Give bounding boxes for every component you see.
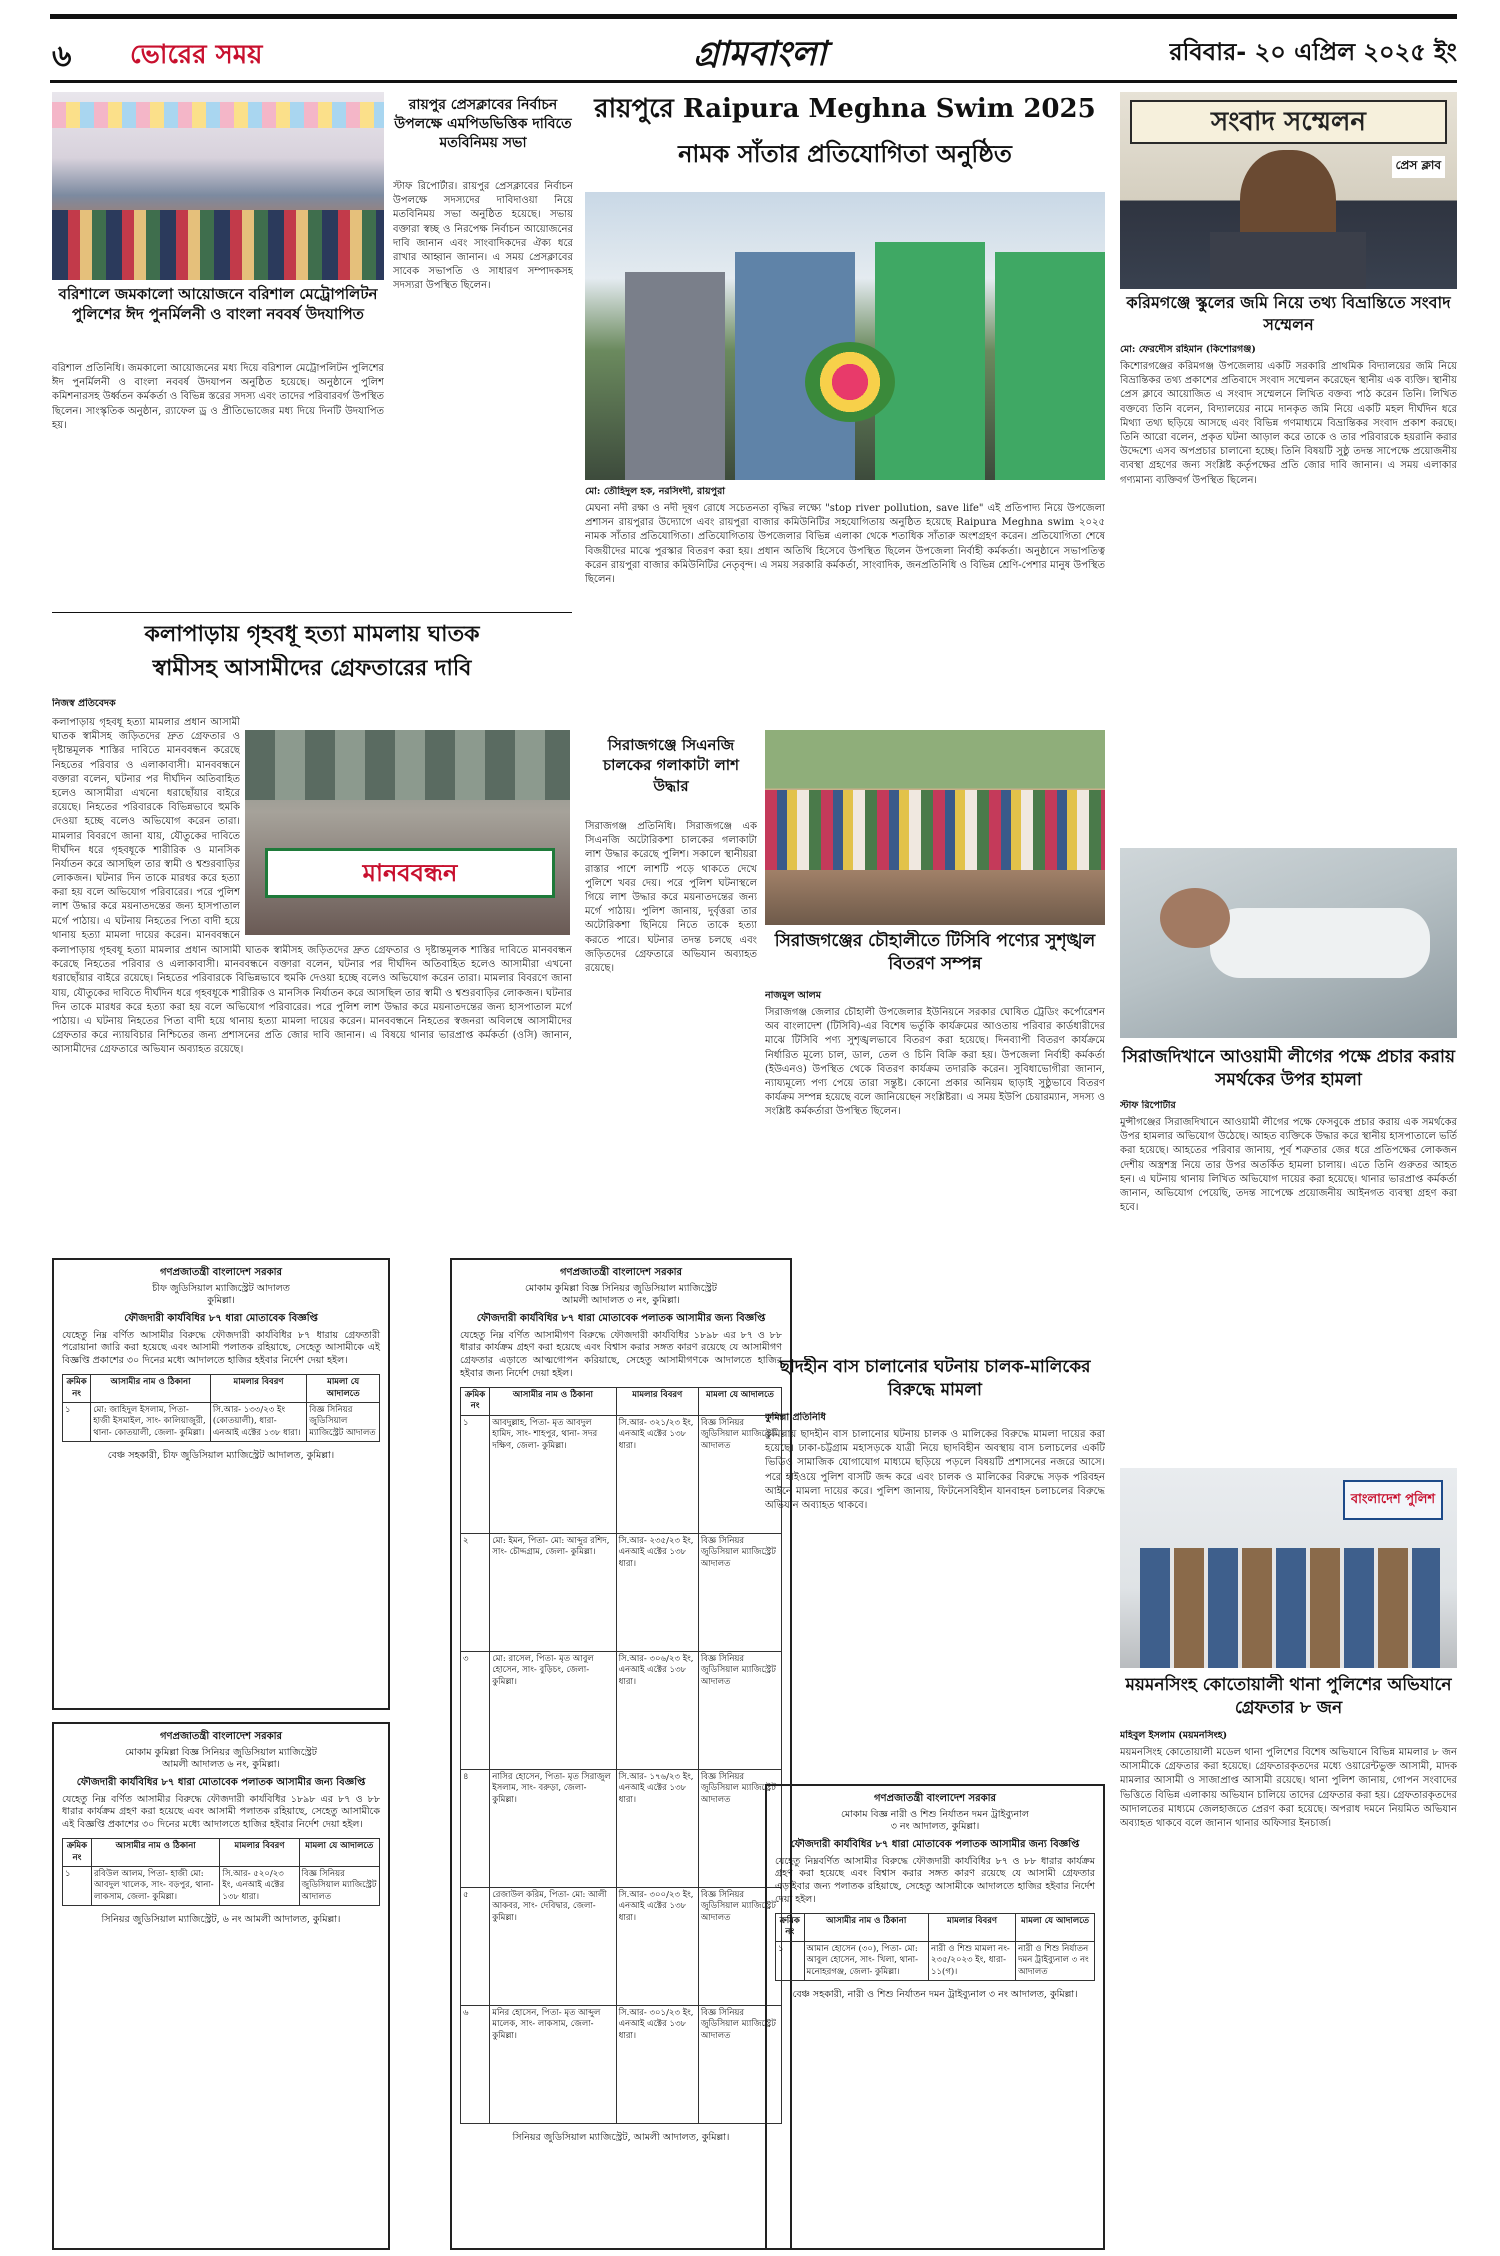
murder-headline-line1: কলাপাড়ায় গৃহবধূ হত্যা মামলায় ঘাতক: [144, 622, 480, 647]
arrest-body: ময়মনসিংহ কোতোয়ালী মডেল থানা পুলিশের বিশেষ অভিযানে বিভিন্ন মামলার ৮ জন আসামীকে গ্রেফতার করা হয়েছে। গ্রেফতারকৃতদের মধ্যে ওয়ারেন্টভুক্ত আসামী, মাদক মামলার আসামী ও সাজাপ্রাপ্ত আসামী রয়েছে। থানা পুলিশ জানায়, গোপন সংবাদের ভিত্তিতে বিভিন্ন এলাকায় অভিযান চালিয়ে তাদের গ্রেফতার করা হয়। গ্রেফতারকৃতদের আদালতের মাধ্যমে জেলহাজতে প্রেরণ করা হয়েছে। অপরাধ দমনে নিয়মিত অভিযান অব্যাহত থাকবে বলে জানান থানার অফিসার ইনচার্জ।: [1120, 1747, 1457, 1829]
notice-3-col-serial: ক্রমিক নং: [63, 1839, 92, 1867]
notice-2-signer: সিনিয়র জুডিসিয়াল ম্যাজিস্ট্রেট, আমলী আদালত, কুমিল্লা।: [512, 2131, 730, 2143]
press-photo-banner: সংবাদ সম্মেলন: [1130, 100, 1447, 144]
notice-1-place: কুমিল্লা।: [207, 1295, 235, 1307]
arrest-headline: ময়মনসিংহ কোতোয়ালী থানা পুলিশের অভিযানে গ্রেফতার ৮ জন: [1125, 1675, 1452, 1718]
notice-3-col-accused: আসামীর নাম ও ঠিকানা: [92, 1839, 220, 1867]
notice-3-signer: সিনিয়র জুডিসিয়াল ম্যাজিস্ট্রেট, ৬ নং আমলী আদালত, কুমিল্লা।: [101, 1914, 341, 1926]
press-headline: করিমগঞ্জে স্কুলের জমি নিয়ে তথ্য বিভ্রান্তিতে সংবাদ সম্মেলন: [1126, 293, 1451, 334]
table-row: ১ আমান হোসেন (৩০), পিতা- মো: আবুল হোসেন, সাং- খিলা, থানা- মনোহরগঞ্জ, জেলা- কুমিল্লা। নারী ও শিশু মামলা নং- ২৩৫/২০২৩ ইং, ধারা- ১১(গ)। নারী ও শিশু নির্যাতন দমন ট্রাইব্যুনাল ৩ নং আদালত: [776, 1941, 1095, 1980]
arrest-photo-sign: বাংলাদেশ পুলিশ: [1343, 1480, 1443, 1520]
bus-body: কুমিল্লায় ছাদহীন বাস চালানোর ঘটনায় চালক ও মালিকের বিরুদ্ধে মামলা দায়ের করা হয়েছে। ঢাকা-চট্টগ্রাম মহাসড়কে যাত্রী নিয়ে ছাদবিহীন অবস্থায় বাস চলাচলের একটি ভিডিও সামাজিক যোগাযোগ মাধ্যমে ছড়িয়ে পড়লে বিষয়টি প্রশাসনের নজরে আসে। পরে হাইওয়ে পুলিশ বাসটি জব্দ করে এবং চালক ও মালিকের বিরুদ্ধে সড়ক পরিবহন আইনে মামলা দায়ের করে। পুলিশ জানায়, ফিটনেসবিহীন যানবাহন চলাচলের বিরুদ্ধে অভিযান অব্যাহত থাকবে।: [765, 1429, 1105, 1511]
notice-3-col-court: মামলা যে আদালতে: [299, 1839, 379, 1867]
murder-body: কলাপাড়ায় গৃহবধূ হত্যা মামলার প্রধান আসামী ঘাতক স্বামীসহ জড়িতদের দ্রুত গ্রেফতার ও দৃষ্টান্তমূলক শাস্তির দাবিতে মানববন্ধন করেছে নিহতের পরিবার ও এলাকাবাসী। মানববন্ধনে বক্তারা বলেন, ঘটনার পর দীর্ঘদিন অতিবাহিত হলেও আসামীরা এখনো ধরাছোঁয়ার বাইরে রয়েছে। নিহতের পরিবারকে বিভিন্নভাবে হুমকি দেওয়া হচ্ছে বলেও অভিযোগ করেন তারা। মামলার বিবরণে জানা যায়, যৌতুকের দাবিতে দীর্ঘদিন ধরে গৃহবধূকে শারীরিক ও মানসিক নির্যাতন করে আসছিল তার স্বামী ও শ্বশুরবাড়ির লোকজন। ঘটনার দিন তাকে মারধর করে হত্যা করা হয় বলে অভিযোগ পরিবারের। পরে পুলিশ লাশ উদ্ধার করে ময়নাতদন্তের জন্য হাসপাতাল মর্গে পাঠায়। এ ঘটনায় নিহতের পিতা বাদী হয়ে থানায় হত্যা মামলা দায়ের করেন। মানববন্ধনে নিহতের স্বজনরা অবিলম্বে আসামীদের গ্রেফতার করে ন্যায়বিচার নিশ্চিতের জন্য প্রশাসনের প্রতি জোর দাবি জানান। এ বিষয়ে থানার ভারপ্রাপ্ত কর্মকর্তা (ওসি) জানান, আসামীদের গ্রেফতারে অভিযান অব্যাহত রয়েছে।: [52, 945, 572, 1056]
notice-2-table: [460, 1387, 782, 2124]
notice-2-text: যেহেতু নিম্ন বর্ণিত আসামীগণ বিরুদ্ধে ফৌজদারী কার্যবিধির ১৮৯৮ এর ৮৭ ও ৮৮ ধারার কার্যক্রম গ্রহণ করা হয়েছে এবং বিশ্বাস করার সঙ্গত কারণ রয়েছে যে আসামীগণ গ্রেফতার এড়াতে আত্মগোপন করিয়াছে, সেহেতু আসামীগণকে আদালতে হাজির হইবার জন্য নির্দেশ দেয়া হইল।: [460, 1329, 782, 1380]
rescue-headline: সিরাজগঞ্জে সিএনজি চালকের গলাকাটা লাশ উদ্ধার: [603, 736, 739, 795]
notice-2-col-accused: আসামীর নাম ও ঠিকানা: [490, 1387, 616, 1415]
table-row: ৩ মো: রাসেল, পিতা- মৃত আবুল হোসেন, সাং- বুড়িচং, জেলা- কুমিল্লা। সি.আর- ৩০৬/২৩ ইং, এনআই এক্টের ১৩৮ ধারা। বিজ্ঞ সিনিয়র জুডিসিয়াল ম্যাজিস্ট্রেট আদালত: [461, 1651, 782, 1769]
arrest-photo: [1120, 1468, 1457, 1668]
section-title: গ্রামবাংলা: [693, 34, 827, 74]
notice-1-table: [62, 1374, 380, 1442]
masthead: [50, 24, 1457, 78]
notice-2-court: মোকাম কুমিল্লা বিজ্ঞ সিনিয়র জুডিসিয়াল ম্যাজিস্ট্রেট: [525, 1282, 717, 1294]
notice-2-republic: গণপ্রজাতন্ত্রী বাংলাদেশ সরকার: [560, 1267, 682, 1278]
notice-1-republic: গণপ্রজাতন্ত্রী বাংলাদেশ সরকার: [160, 1267, 282, 1278]
attack-headline: সিরাজদিখানে আওয়ামী লীগের পক্ষে প্রচার করায় সমর্থকের উপর হামলা: [1122, 1047, 1455, 1090]
notice-3-table: [62, 1838, 380, 1906]
tcb-body: সিরাজগঞ্জ জেলার চৌহালী উপজেলার ইউনিয়নে সরকার ঘোষিত ট্রেডিং কর্পোরেশন অব বাংলাদেশ (টিসিবি)-এর বিশেষ ভর্তুকি কার্যক্রমের আওতায় পরিবার কার্ডধারীদের মাঝে টিসিবি পণ্য সুশৃঙ্খলভাবে বিতরণ করা হয়েছে। দিনব্যাপী বিতরণ কার্যক্রমে নির্ধারিত মূল্যে চাল, ডাল, তেল ও চিনি বিক্রি করা হয়। উপজেলা নির্বাহী কর্মকর্তা (ইউএনও) উপস্থিত থেকে বিতরণ কার্যক্রম তদারকি করেন। সুবিধাভোগীরা জানান, ন্যায্যমূল্যে পণ্য পেয়ে তারা সন্তুষ্ট। কোনো প্রকার অনিয়ম ছাড়াই সুষ্ঠুভাবে বিতরণ কার্যক্রম সম্পন্ন হয়েছে বলে জানিয়েছেন সংশ্লিষ্টরা। এ সময় ইউপি চেয়ারম্যান, সদস্য ও সংশ্লিষ্ট কর্মকর্তারা উপস্থিত ছিলেন।: [765, 1007, 1105, 1118]
murder-headline-line2: স্বামীসহ আসামীদের গ্রেফতারের দাবি: [152, 656, 472, 681]
murder-body-col1: কলাপাড়ায় গৃহবধূ হত্যা মামলার প্রধান আসামী ঘাতক স্বামীসহ জড়িতদের দ্রুত গ্রেফতার ও দৃষ্টান্তমূলক শাস্তির দাবিতে মানববন্ধন করেছে নিহতের পরিবার ও এলাকাবাসী। মানববন্ধনে বক্তারা বলেন, ঘটনার পর দীর্ঘদিন অতিবাহিত হলেও আসামীরা এখনো ধরাছোঁয়ার বাইরে রয়েছে। নিহতের পরিবারকে বিভিন্নভাবে হুমকি দেওয়া হচ্ছে বলেও অভিযোগ করেন তারা। মামলার বিবরণে জানা যায়, যৌতুকের দাবিতে দীর্ঘদিন ধরে গৃহবধূকে শারীরিক ও মানসিক নির্যাতন করে আসছিল তার স্বামী ও শ্বশুরবাড়ির লোকজন। ঘটনার দিন তাকে মারধর করে হত্যা করা হয় বলে অভিযোগ পরিবারের। পরে পুলিশ লাশ উদ্ধার করে ময়নাতদন্তের জন্য হাসপাতাল মর্গে পাঠায়। এ ঘটনায় নিহতের পিতা বাদী হয়ে থানায় হত্যা মামলা দায়ের করেন। মানববন্ধনে: [52, 717, 240, 940]
notice-4-col-serial: ক্রমিক নং: [776, 1913, 805, 1941]
swim-headline-line2: নামক সাঁতার প্রতিযোগিতা অনুষ্ঠিত: [678, 140, 1012, 168]
notice-4-signer: বেঞ্চ সহকারী, নারী ও শিশু নির্যাতন দমন ট্রাইব্যুনাল ৩ নং আদালত, কুমিল্লা।: [792, 1989, 1078, 2001]
press-photo: [1120, 92, 1457, 289]
tcb-byline: নাজমুল আলম: [765, 990, 822, 1001]
notice-3-title: ফৌজদারী কার্যবিধির ৮৭ ধারা মোতাবেক পলাতক আসামীর জন্য বিজ্ঞপ্তি: [76, 1777, 366, 1789]
murder-photo: [245, 730, 570, 935]
tcb-photo: [765, 730, 1105, 925]
swim-body: মেঘনা নদী রক্ষা ও নদী দূষণ রোধে সচেতনতা বৃদ্ধির লক্ষ্যে "stop river pollution, save life" এই প্রতিপাদ্য নিয়ে উপজেলা প্রশাসন রায়পুরার উদ্যোগে এবং রায়পুরা বাজার কমিউনিটির সহযোগিতায় অনুষ্ঠিত হয়েছে Raipura Meghna swim ২০২৫ নামক সাঁতার প্রতিযোগিতা। প্রতিযোগিতায় উপজেলার বিভিন্ন এলাকা থেকে শতাধিক সাঁতারু অংশগ্রহণ করেন। প্রতিযোগিতা শেষে বিজয়ীদের মাঝে পুরস্কার বিতরণ করা হয়। প্রধান অতিথি হিসেবে উপস্থিত ছিলেন উপজেলা নির্বাহী কর্মকর্তা। অনুষ্ঠানে সভাপতিত্ব করেন রায়পুরা বাজার কমিউনিটির নেতৃবৃন্দ। এ সময় সরকারি কর্মকর্তা, সাংবাদিক, জনপ্রতিনিধি ও বিভিন্ন শ্রেণি-পেশার মানুষ উপস্থিত ছিলেন।: [585, 503, 1105, 585]
notice-2-col-court: মামলা যে আদালতে: [698, 1387, 781, 1415]
murder-byline: নিজস্ব প্রতিবেদক: [52, 698, 116, 709]
masthead-rule: [50, 80, 1457, 83]
tcb-headline: সিরাজগঞ্জের চৌহালীতে টিসিবি পণ্যের সুশৃঙ্খল বিতরণ সম্পন্ন: [774, 931, 1096, 974]
press-photo-label: প্রেস ক্লাব: [1392, 156, 1445, 178]
notice-1-text: যেহেতু নিম্ন বর্ণিত আসামীর বিরুদ্ধে ফৌজদারী কার্যবিধির ৮৭ ধারায় গ্রেফতারী পরোয়ানা জারি করা হয়েছে এবং আসামী পলাতক রহিয়াছে, সেহেতু আসামীকে এই বিজ্ঞপ্তি প্রকাশের ৩০ দিনের মধ্যে আদালতে হাজির হইবার নির্দেশ দেয়া হইল।: [62, 1329, 380, 1367]
paper-name-logo: ভোরের সময়: [130, 40, 263, 70]
table-row: ১ মো: জাহিদুল ইসলাম, পিতা- হাজী ইসমাইল, সাং- কালিয়াজুরী, থানা- কোতয়ালী, জেলা- কুমিল্লা। সি.আর- ১৩৩/২৩ ইং (কোতয়ালী), ধারা- এনআই এক্টের ১৩৮ ধারা। বিজ্ঞ সিনিয়র জুডিসিয়াল ম্যাজিস্ট্রেট আদালত: [63, 1403, 380, 1442]
arrest-byline: মহিবুল ইসলাম (ময়মনসিংহ): [1120, 1730, 1228, 1741]
table-row: ১ আবদুল্লাহ, পিতা- মৃত আবদুল হামিদ, সাং- শাহপুর, থানা- সদর দক্ষিণ, জেলা- কুমিল্লা। সি.আর- ৩২১/২৩ ইং, এনআই এক্টের ১৩৮ ধারা। বিজ্ঞ সিনিয়র জুডিসিয়াল ম্যাজিস্ট্রেট আদালত: [461, 1415, 782, 1533]
notice-2-col-case: মামলার বিবরণ: [616, 1387, 698, 1415]
notice-3-court: মোকাম কুমিল্লা বিজ্ঞ সিনিয়র জুডিসিয়াল ম্যাজিস্ট্রেট: [125, 1746, 317, 1758]
notice-4-place: ৩ নং আদালত, কুমিল্লা।: [890, 1821, 980, 1833]
notice-1-col-case: মামলার বিবরণ: [210, 1375, 306, 1403]
court-notice-3: [52, 1722, 390, 2250]
press-body: কিশোরগঞ্জের করিমগঞ্জ উপজেলায় একটি সরকারি প্রাথমিক বিদ্যালয়ের জমি নিয়ে বিভ্রান্তিকর তথ্য প্রকাশের প্রতিবাদে সংবাদ সম্মেলন করেছেন স্থানীয় এক ব্যক্তি। স্থানীয় প্রেস ক্লাবে আয়োজিত এ সংবাদ সম্মেলনে লিখিত বক্তব্য পাঠ করেন তিনি। লিখিত বক্তব্যে তিনি বলেন, বিদ্যালয়ের নামে দানকৃত জমি নিয়ে একটি মহল দীর্ঘদিন ধরে মিথ্যা তথ্য ছড়িয়ে আসছে এবং বিভিন্ন গণমাধ্যমে বিভ্রান্তিকর সংবাদ প্রকাশ করছে। তিনি আরো বলেন, প্রকৃত ঘটনা আড়াল করে তাকে ও তার পরিবারকে হয়রানি করার উদ্দেশ্যে এসব অপপ্রচার চালানো হচ্ছে। তিনি বিষয়টি সুষ্ঠু তদন্ত সাপেক্ষে প্রয়োজনীয় ব্যবস্থা গ্রহণের জন্য সংশ্লিষ্ট কর্তৃপক্ষের প্রতি জোর দাবি জানান। এ সময় এলাকার গণ্যমান্য ব্যক্তিবর্গ উপস্থিত ছিলেন।: [1120, 361, 1457, 486]
court-notice-4: [765, 1784, 1105, 2250]
notice-3-col-case: মামলার বিবরণ: [220, 1839, 299, 1867]
swim-photo: [585, 192, 1105, 480]
notice-2-title: ফৌজদারী কার্যবিধির ৮৭ ধারা মোতাবেক পলাতক আসামীর জন্য বিজ্ঞপ্তি: [476, 1313, 766, 1325]
notice-1-signer: বেঞ্চ সহকারী, চীফ জুডিসিয়াল ম্যাজিস্ট্রেট আদালত, কুমিল্লা।: [107, 1450, 335, 1462]
rescue-body: সিরাজগঞ্জ প্রতিনিধি। সিরাজগঞ্জে এক সিএনজি অটোরিকশা চালকের গলাকাটা লাশ উদ্ধার করেছে পুলিশ। সকালে স্থানীয়রা রাস্তার পাশে লাশটি পড়ে থাকতে দেখে পুলিশে খবর দেয়। পরে পুলিশ ঘটনাস্থলে গিয়ে লাশ উদ্ধার করে ময়নাতদন্তের জন্য মর্গে পাঠায়। পুলিশ জানায়, দুর্বৃত্তরা তার অটোরিকশা ছিনিয়ে নিতে তাকে হত্যা করতে পারে। ঘটনার তদন্ত চলছে এবং জড়িতদের গ্রেফতারে অভিযান অব্যাহত রয়েছে।: [585, 821, 757, 974]
page-number: ৬: [52, 39, 72, 74]
table-row: ১ রবিউল আলম, পিতা- হাজী মো: আবদুল খালেক, সাং- বড়পুর, থানা- লাকসাম, জেলা- কুমিল্লা। সি.আর- ৫২০/২৩ ইং, এনআই এক্টের ১৩৮ ধারা। বিজ্ঞ সিনিয়র জুডিসিয়াল ম্যাজিস্ট্রেট আদালত: [63, 1867, 380, 1906]
notice-3-text: যেহেতু নিম্ন বর্ণিত আসামীর বিরুদ্ধে ফৌজদারী কার্যবিধির ১৮৯৮ এর ৮৭ ও ৮৮ ধারার কার্যক্রম গ্রহণ করা হয়েছে এবং আসামী পলাতক রহিয়াছে, সেহেতু আসামীকে এই বিজ্ঞপ্তি প্রকাশের ৩০ দিনের মধ্যে আদালতে হাজির হইবার নির্দেশ দেয়া হইল।: [62, 1793, 380, 1831]
bus-byline: কুমিল্লা প্রতিনিধি: [765, 1412, 826, 1423]
attack-photo: [1120, 848, 1457, 1038]
table-row: ৫ রেজাউল করিম, পিতা- মো: আলী আকবর, সাং- দেবিদ্বার, জেলা- কুমিল্লা। সি.আর- ৩০০/২৩ ইং, এনআই এক্টের ১৩৮ ধারা। বিজ্ঞ সিনিয়র জুডিসিয়াল ম্যাজিস্ট্রেট আদালত: [461, 1887, 782, 2005]
notice-3-republic: গণপ্রজাতন্ত্রী বাংলাদেশ সরকার: [160, 1731, 282, 1742]
notice-4-table: [775, 1913, 1095, 1981]
court-notice-2: [450, 1258, 792, 2250]
notice-1-title: ফৌজদারী কার্যবিধির ৮৭ ধারা মোতাবেক বিজ্ঞপ্তি: [124, 1313, 318, 1325]
bus-headline: ছাদহীন বাস চালানোর ঘটনায় চালক-মালিকের বিরুদ্ধে মামলা: [779, 1357, 1091, 1400]
notice-4-col-court: মামলা যে আদালতে: [1016, 1913, 1095, 1941]
notice-4-col-accused: আসামীর নাম ও ঠিকানা: [804, 1913, 928, 1941]
table-row: ২ মো: ইমন, পিতা- মো: আব্দুর রশিদ, সাং- চৌদ্দগ্রাম, জেলা- কুমিল্লা। সি.আর- ২৩৫/২৩ ইং, এনআই এক্টের ১৩৮ ধারা। বিজ্ঞ সিনিয়র জুডিসিয়াল ম্যাজিস্ট্রেট আদালত: [461, 1533, 782, 1651]
notice-2-place: আমলী আদালত ৩ নং, কুমিল্লা।: [562, 1295, 680, 1307]
notice-1-col-court: মামলা যে আদালতে: [307, 1375, 380, 1403]
swim-caption: মো: তৌহিদুল হক, নরসিংদী, রায়পুরা: [585, 486, 726, 497]
election-body: স্টাফ রিপোর্টার। রায়পুর প্রেসক্লাবের নির্বাচন উপলক্ষে সদস্যদের দাবিদাওয়া নিয়ে মতবিনিময় সভা অনুষ্ঠিত হয়েছে। সভায় বক্তারা স্বচ্ছ ও নিরপেক্ষ নির্বাচন আয়োজনের দাবি জানান এবং সাংবাদিকদের ঐক্য ধরে রাখার আহ্বান জানান। এ সময় প্রেসক্লাবের সাবেক সভাপতি ও সাধারণ সম্পাদকসহ সদস্যরা উপস্থিত ছিলেন।: [393, 181, 573, 292]
reunion-body: বরিশাল প্রতিনিধি। জমকালো আয়োজনের মধ্য দিয়ে বরিশাল মেট্রোপলিটন পুলিশের ঈদ পুনর্মিলনী ও বাংলা নববর্ষ উদযাপন অনুষ্ঠিত হয়েছে। অনুষ্ঠানে পুলিশ কমিশনারসহ উর্ধ্বতন কর্মকর্তা ও বিভিন্ন স্তরের সদস্য এবং তাদের পরিবারবর্গ উপস্থিত ছিলেন। সাংস্কৃতিক অনুষ্ঠান, র‍্যাফেল ড্র ও প্রীতিভোজের মধ্য দিয়ে দিনটি উদযাপিত হয়।: [52, 363, 384, 431]
attack-byline: স্টাফ রিপোর্টার: [1120, 1100, 1176, 1111]
press-byline: মো: ফেরদৌস রহিমান (কিশোরগঞ্জ): [1120, 344, 1256, 355]
swim-headline-line1: রায়পুরে Raipura Meghna Swim 2025: [594, 94, 1096, 124]
top-rule: [50, 14, 1457, 19]
notice-3-place: আমলী আদালত ৬ নং, কুমিল্লা।: [162, 1759, 280, 1771]
notice-1-col-accused: আসামীর নাম ও ঠিকানা: [91, 1375, 211, 1403]
table-row: ৪ নাসির হোসেন, পিতা- মৃত সিরাজুল ইসলাম, সাং- বরুড়া, জেলা- কুমিল্লা। সি.আর- ১৭৬/২৩ ইং, এনআই এক্টের ১৩৮ ধারা। বিজ্ঞ সিনিয়র জুডিসিয়াল ম্যাজিস্ট্রেট আদালত: [461, 1769, 782, 1887]
reunion-photo: [52, 92, 384, 280]
notice-4-court: মোকাম বিজ্ঞ নারী ও শিশু নির্যাতন দমন ট্রাইব্যুনাল: [840, 1808, 1029, 1820]
notice-4-col-case: মামলার বিবরণ: [928, 1913, 1015, 1941]
murder-photo-banner: মানববন্ধন: [265, 848, 555, 898]
notice-4-republic: গণপ্রজাতন্ত্রী বাংলাদেশ সরকার: [874, 1793, 996, 1804]
court-notice-1: [52, 1258, 390, 1710]
notice-2-col-serial: ক্রমিক নং: [461, 1387, 490, 1415]
notice-1-col-serial: ক্রমিক নং: [63, 1375, 91, 1403]
attack-body: মুন্সীগঞ্জের সিরাজদিখানে আওয়ামী লীগের পক্ষে ফেসবুকে প্রচার করায় এক সমর্থকের উপর হামলার অভিযোগ উঠেছে। আহত ব্যক্তিকে উদ্ধার করে স্থানীয় হাসপাতালে ভর্তি করা হয়েছে। আহতের পরিবার জানায়, পূর্ব শত্রুতার জের ধরে প্রতিপক্ষের লোকজন দেশীয় অস্ত্রশস্ত্র নিয়ে তার উপর অতর্কিত হামলা চালায়। এতে তিনি গুরুতর আহত হন। এ ঘটনায় থানায় লিখিত অভিযোগ দায়ের করা হয়েছে। থানার ভারপ্রাপ্ত কর্মকর্তা জানান, অভিযোগ পেয়েছি, তদন্ত সাপেক্ষে প্রয়োজনীয় আইনগত ব্যবস্থা গ্রহণ করা হবে।: [1120, 1117, 1457, 1214]
notice-4-text: যেহেতু নিম্নবর্ণিত আসামীর বিরুদ্ধে ফৌজদারী কার্যবিধির ৮৭ ও ৮৮ ধারার কার্যক্রম গ্রহণ করা হয়েছে এবং বিশ্বাস করার সঙ্গত কারণ রয়েছে যে আসামী গ্রেফতার এড়াইবার জন্য পলাতক রহিয়াছে, সেহেতু আসামীকে আদালতে হাজির হইবার নির্দেশ দেয়া হইল।: [775, 1855, 1095, 1906]
notice-4-title: ফৌজদারী কার্যবিধির ৮৭ ধারা মোতাবেক পলাতক আসামীর জন্য বিজ্ঞপ্তি: [790, 1839, 1080, 1851]
notice-1-court: চীফ জুডিসিয়াল ম্যাজিস্ট্রেট আদালত: [152, 1282, 290, 1294]
row2-rule: [52, 612, 572, 613]
election-headline: রায়পুর প্রেসক্লাবের নির্বাচন উপলক্ষে এমপিডভিত্তিক দাবিতে মতবিনিময় সভা: [394, 97, 572, 151]
table-row: ৬ মনির হোসেন, পিতা- মৃত আব্দুল মালেক, সাং- লাকসাম, জেলা- কুমিল্লা। সি.আর- ৩০১/২৩ ইং, এনআই এক্টের ১৩৮ ধারা। বিজ্ঞ সিনিয়র জুডিসিয়াল ম্যাজিস্ট্রেট আদালত: [461, 2005, 782, 2123]
issue-date: রবিবার- ২০ এপ্রিল ২০২৫ ইং: [1169, 38, 1457, 66]
reunion-headline: বরিশালে জমকালো আয়োজনে বরিশাল মেট্রোপলিটন পুলিশের ঈদ পুনর্মিলনী ও বাংলা নববর্ষ উদযাপিত: [58, 285, 378, 324]
